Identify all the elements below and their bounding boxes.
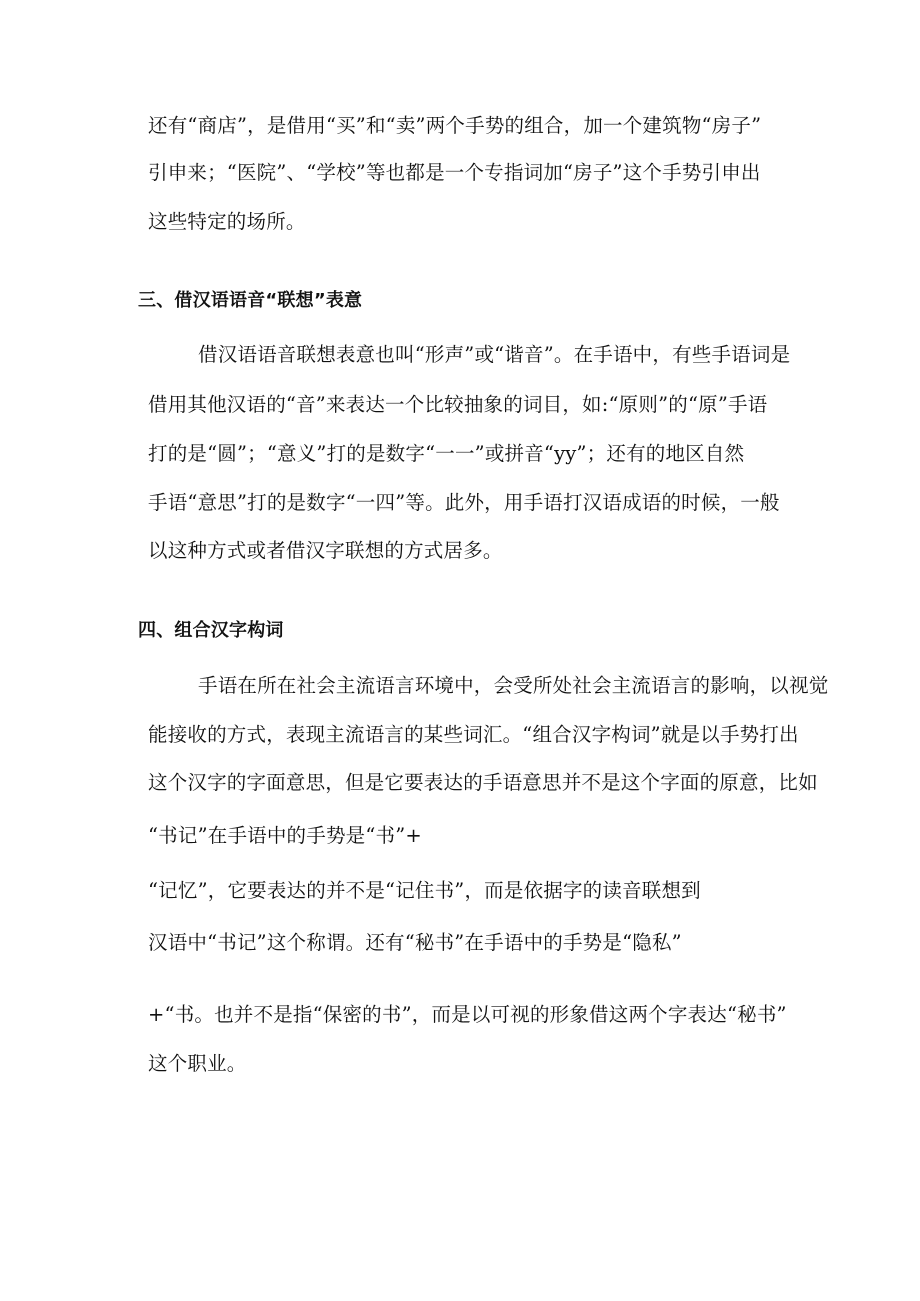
paragraph-line: 打的是“圆”；“意义”打的是数字“一一”或拼音“yy”；还有的地区自然 [148, 442, 745, 465]
paragraph-line: 汉语中“书记”这个称谓。还有“秘书”在手语中的手势是“隐私” [148, 931, 682, 954]
section-heading-4: 四、组合汉字构词 [138, 620, 284, 641]
paragraph-line: +“书。也并不是指“保密的书”，而是以可视的形象借这两个字表达“秘书” [148, 1003, 787, 1026]
paragraph-line: 以这种方式或者借汉字联想的方式居多。 [148, 539, 503, 562]
paragraph-line: 能接收的方式，表现主流语言的某些词汇。“组合汉字构词”就是以手势打出 [148, 723, 799, 746]
paragraph-line: 这个职业。 [148, 1052, 247, 1075]
paragraph-line: 这些特定的场所。 [148, 210, 306, 233]
paragraph-line: “记忆”，它要表达的并不是“记住书”，而是依据字的读音联想到 [148, 879, 701, 902]
paragraph-line: 这个汉字的字面意思，但是它要表达的手语意思并不是这个字面的原意，比如 [148, 771, 818, 794]
paragraph-line: 手语“意思”打的是数字“一四”等。此外，用手语打汉语成语的时候，一般 [148, 491, 780, 514]
paragraph-line: 借汉语语音联想表意也叫“形声”或“谐音”。在手语中，有些手语词是 [198, 343, 791, 366]
paragraph-line: 引申来；“医院”、“学校”等也都是一个专指词加“房子”这个手势引申出 [148, 161, 761, 184]
paragraph-line: 手语在所在社会主流语言环境中，会受所处社会主流语言的影响，以视觉 [198, 674, 829, 697]
paragraph-line: “书记”在手语中的手势是“书”+ [148, 824, 422, 847]
paragraph-line: 借用其他汉语的“音”来表达一个比较抽象的词目，如:“原则”的“原”手语 [148, 393, 768, 416]
section-heading-3: 三、借汉语语音“联想”表意 [138, 290, 363, 311]
paragraph-line: 还有“商店”，是借用“买”和“卖”两个手势的组合，加一个建筑物“房子” [148, 114, 762, 137]
